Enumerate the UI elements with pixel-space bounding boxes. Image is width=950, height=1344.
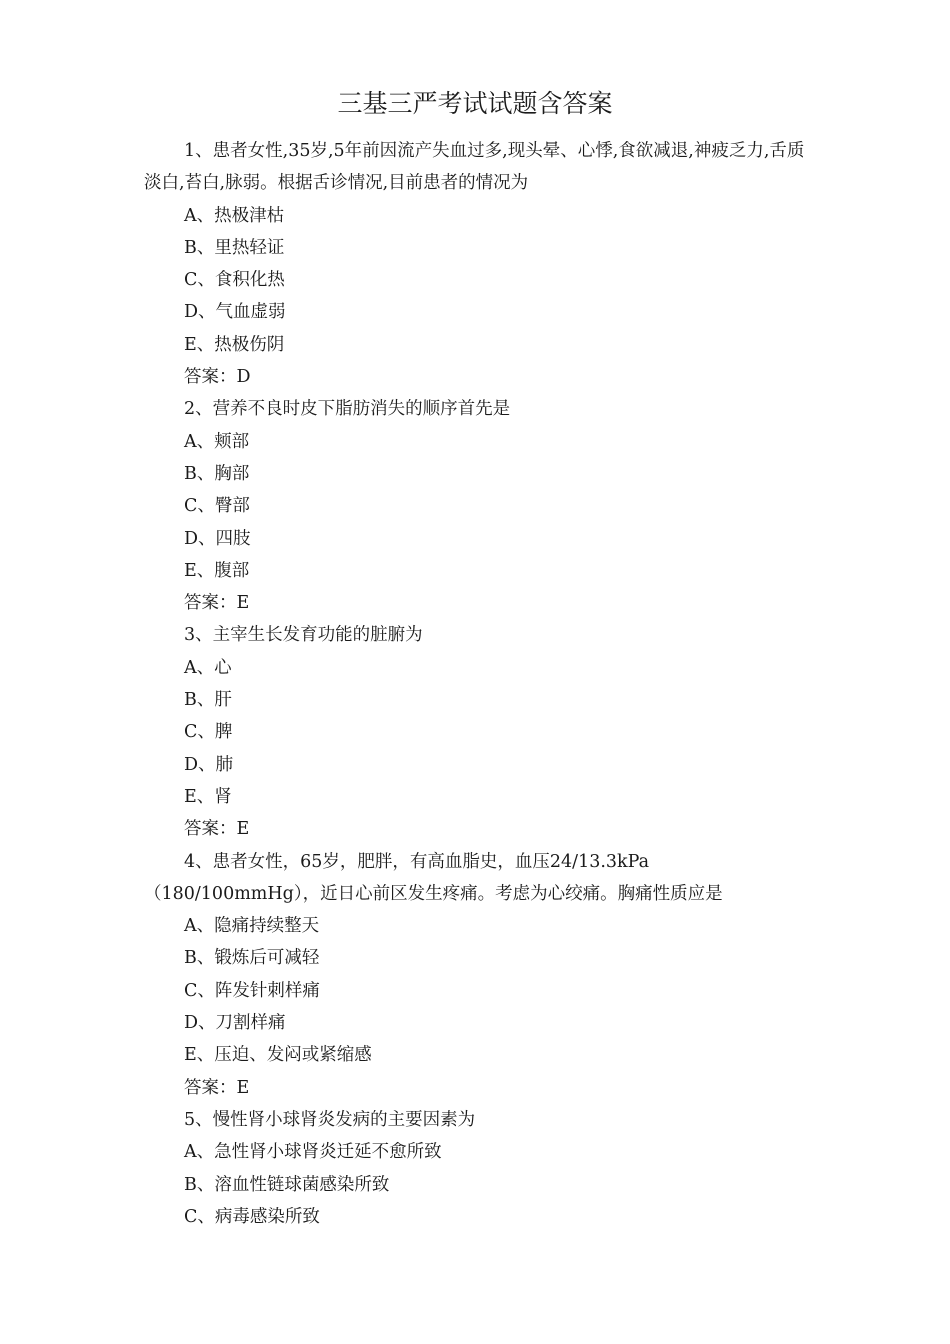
option-a: A、隐痛持续整天	[184, 916, 320, 937]
option-a: A、热极津枯	[184, 205, 285, 226]
question-stem: 4、患者女性，65岁，肥胖，有高血脂史，血压24/13.3kPa（180/100mmHg），近日心前区发生疼痛。考虑为心绞痛。胸痛性质应是	[144, 851, 723, 904]
question-stem: 3、主宰生长发育功能的脏腑为	[184, 625, 423, 646]
option-d: D、气血虚弱	[184, 302, 286, 323]
option-a: A、颊部	[184, 431, 250, 452]
option-c: C、病毒感染所致	[184, 1206, 320, 1227]
answer: 答案：E	[184, 819, 250, 840]
option-d: D、刀割样痛	[184, 1013, 286, 1034]
option-c: C、脾	[184, 722, 233, 743]
question-stem: 2、营养不良时皮下脂肪消失的顺序首先是	[184, 399, 511, 420]
option-a: A、急性肾小球肾炎迁延不愈所致	[184, 1142, 442, 1163]
option-b: B、胸部	[184, 463, 250, 484]
option-c: C、臀部	[184, 496, 250, 517]
answer: 答案：D	[184, 367, 251, 388]
option-b: B、锻炼后可减轻	[184, 948, 320, 969]
question-2	[144, 393, 809, 619]
option-c: C、阵发针刺样痛	[184, 980, 320, 1001]
option-e: E、热极伤阴	[184, 334, 285, 355]
question-4	[144, 846, 809, 1104]
option-d: D、肺	[184, 754, 234, 775]
question-1	[144, 135, 809, 393]
option-c: C、食积化热	[184, 270, 285, 291]
option-e: E、压迫、发闷或紧缩感	[184, 1045, 372, 1066]
option-a: A、心	[184, 657, 232, 678]
question-stem: 5、慢性肾小球肾炎发病的主要因素为	[184, 1109, 476, 1130]
question-list	[144, 135, 809, 1233]
question-5	[144, 1104, 809, 1233]
option-b: B、溶血性链球菌感染所致	[184, 1174, 390, 1195]
option-d: D、四肢	[184, 528, 251, 549]
option-b: B、肝	[184, 690, 232, 711]
option-b: B、里热轻证	[184, 237, 285, 258]
option-e: E、腹部	[184, 560, 250, 581]
question-3	[144, 619, 809, 845]
option-e: E、肾	[184, 786, 232, 807]
question-stem: 1、患者女性,35岁,5年前因流产失血过多,现头晕、心悸,食欲减退,神疲乏力,舌质淡白,苔白,脉弱。根据舌诊情况,目前患者的情况为	[144, 141, 805, 194]
document-title: 三基三严考试试题含答案	[337, 89, 613, 118]
answer: 答案：E	[184, 593, 250, 614]
answer: 答案：E	[184, 1077, 250, 1098]
